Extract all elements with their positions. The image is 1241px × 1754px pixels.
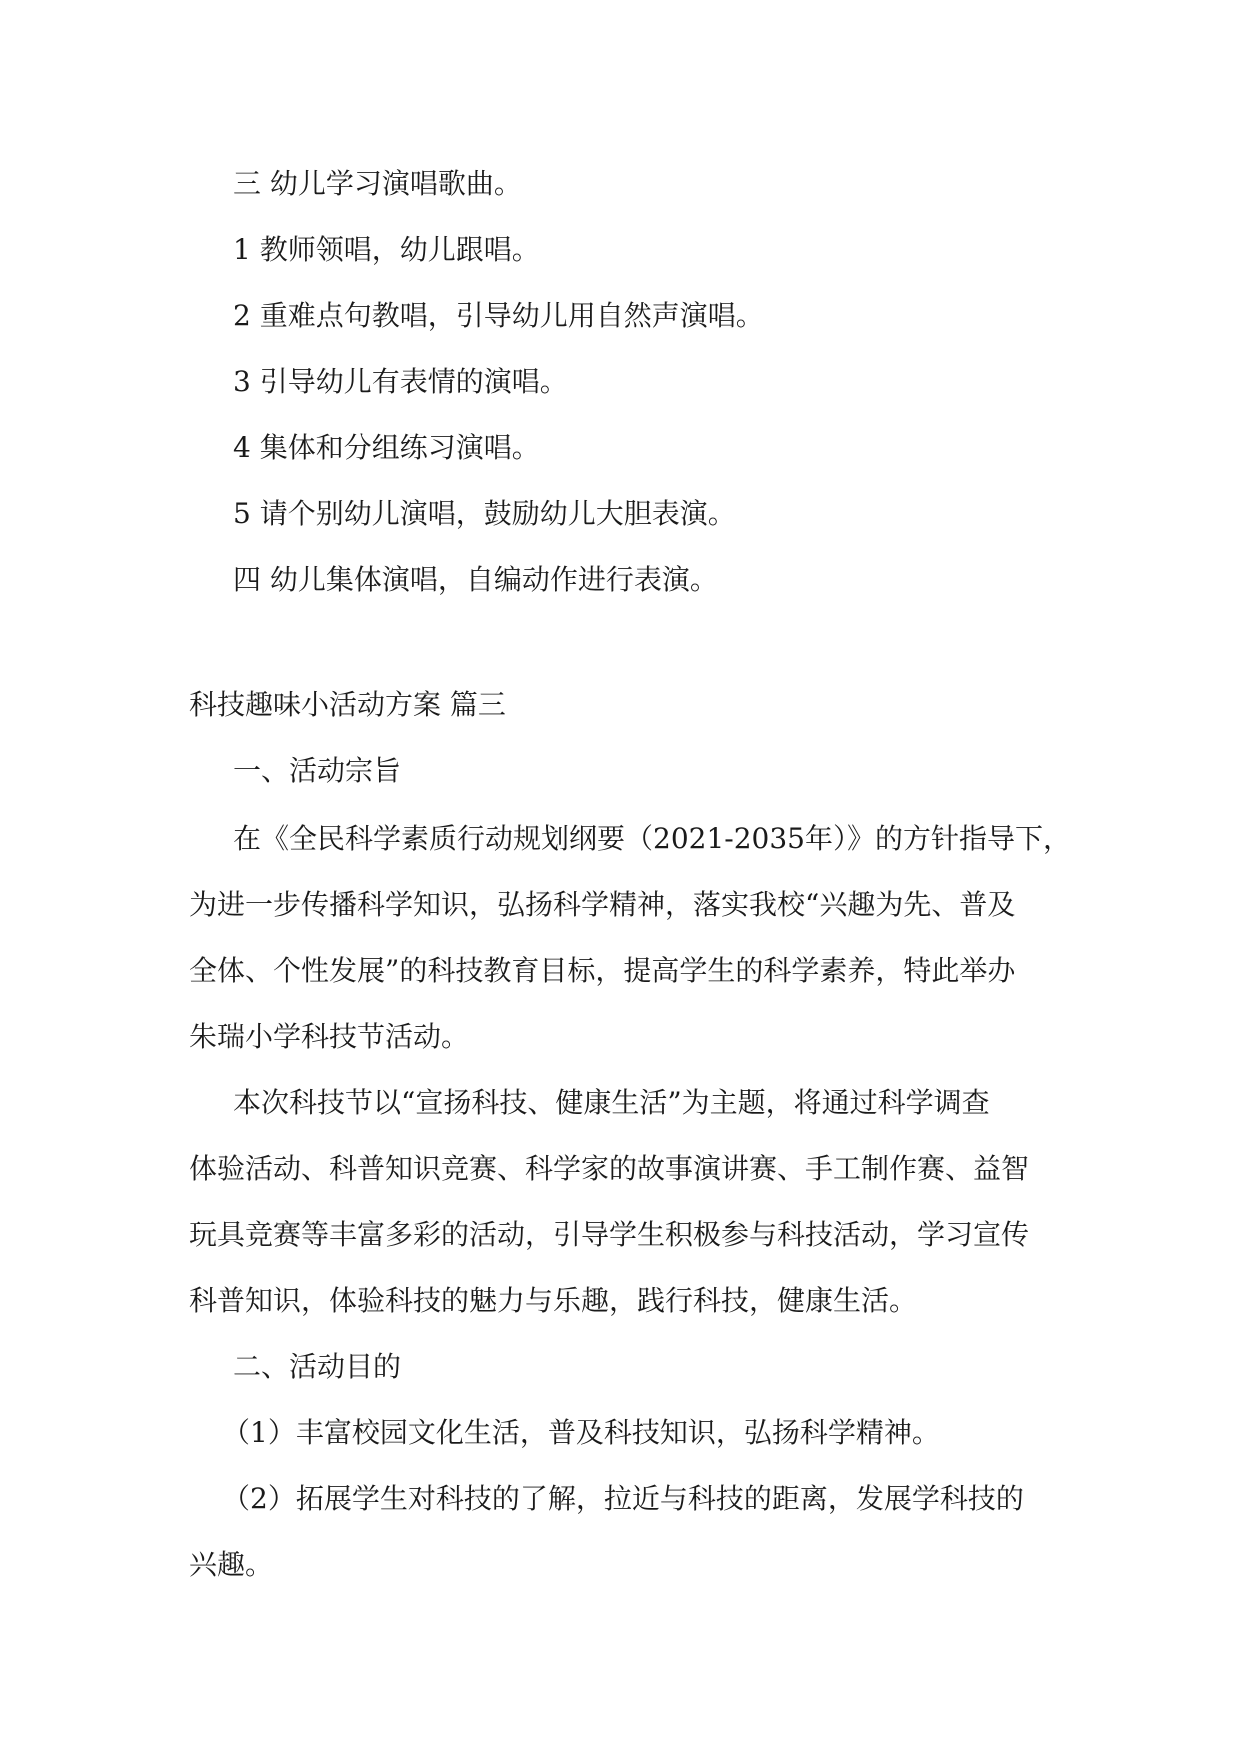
paragraph-line: 体验活动、科普知识竞赛、科学家的故事演讲赛、手工制作赛、益智 [189, 1152, 1030, 1185]
section-heading-three: 三 幼儿学习演唱歌曲。 [233, 167, 522, 200]
paragraph-line: 朱瑞小学科技节活动。 [189, 1020, 470, 1053]
paragraph-line: 在《全民科学素质行动规划纲要（2021-2035年）》的方针指导下， [233, 822, 1071, 855]
step-item: 4 集体和分组练习演唱。 [233, 431, 540, 464]
step-item: 1 教师领唱，幼儿跟唱。 [233, 233, 540, 266]
paragraph-line: 玩具竞赛等丰富多彩的活动，引导学生积极参与科技活动，学习宣传 [189, 1218, 1030, 1251]
paragraph-line: 全体、个性发展”的科技教育目标，提高学生的科学素养，特此举办 [189, 954, 1016, 987]
step-item: 5 请个别幼儿演唱，鼓励幼儿大胆表演。 [233, 497, 736, 530]
paragraph-line: 科普知识，体验科技的魅力与乐趣，践行科技，健康生活。 [189, 1284, 918, 1317]
goal-item: （2）拓展学生对科技的了解，拉近与科技的距离，发展学科技的 [222, 1482, 1024, 1515]
section-heading-purpose: 一、活动宗旨 [233, 754, 402, 787]
step-item: 2 重难点句教唱，引导幼儿用自然声演唱。 [233, 299, 764, 332]
section-heading-four: 四 幼儿集体演唱，自编动作进行表演。 [233, 563, 718, 596]
paragraph-line: 本次科技节以“宣扬科技、健康生活”为主题，将通过科学调查 [233, 1086, 990, 1119]
paragraph-line: 为进一步传播科学知识，弘扬科学精神，落实我校“兴趣为先、普及 [189, 888, 1016, 921]
goal-item-continuation: 兴趣。 [189, 1548, 274, 1581]
document-title: 科技趣味小活动方案 篇三 [189, 688, 506, 721]
goal-item: （1）丰富校园文化生活，普及科技知识，弘扬科学精神。 [222, 1416, 940, 1449]
step-item: 3 引导幼儿有表情的演唱。 [233, 365, 568, 398]
section-heading-goals: 二、活动目的 [233, 1350, 402, 1383]
